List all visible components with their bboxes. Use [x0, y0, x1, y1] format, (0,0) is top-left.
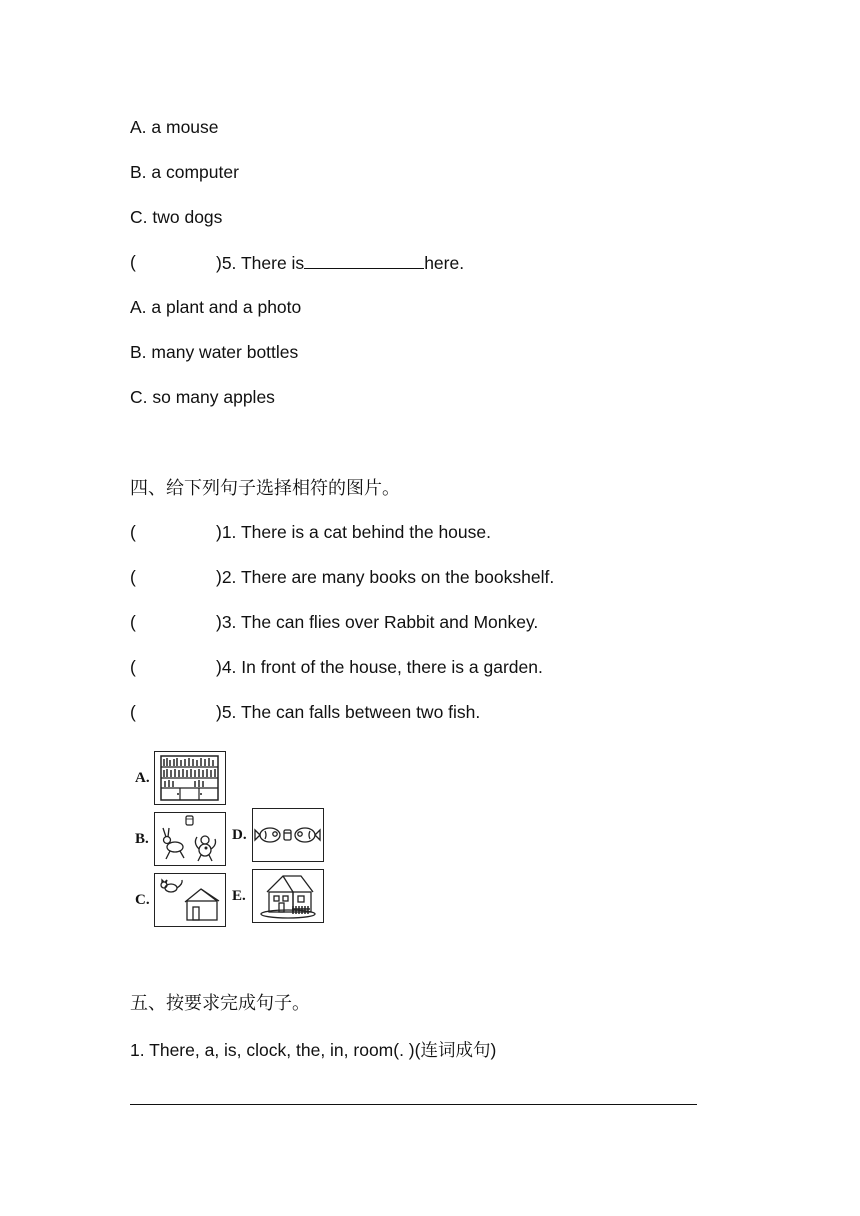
option-c: C. so many apples [130, 387, 275, 407]
answer-paren: ( [130, 567, 136, 587]
question-5-after: here. [424, 253, 465, 273]
picture-e-label: E. [232, 888, 246, 904]
question-5-before: )5. There is [216, 253, 305, 273]
answer-paren: ( [130, 612, 136, 632]
option-a: A. a mouse [130, 117, 219, 137]
section-4-title: 四、给下列句子选择相符的图片。 [130, 478, 400, 499]
picture-b-label: B. [135, 831, 149, 847]
item-text: )1. There is a cat behind the house. [216, 522, 491, 542]
item-text: )2. There are many books on the bookshelf. [216, 567, 555, 587]
answer-paren: ( [130, 702, 136, 722]
answer-paren: ( [130, 252, 136, 272]
cat-behind-house-icon [154, 873, 226, 927]
item-text: )4. In front of the house, there is a garden. [216, 657, 543, 677]
bookshelf-icon [154, 751, 226, 805]
section-5-item-1: 1. There, a, is, clock, the, in, room(. )(连词成句) [130, 1040, 497, 1060]
can-between-fish-icon [252, 808, 324, 862]
picture-c-label: C. [135, 892, 150, 908]
answer-paren: ( [130, 657, 136, 677]
picture-a-label: A. [135, 770, 150, 786]
item-text: )3. The can flies over Rabbit and Monkey. [216, 612, 539, 632]
answer-blank[interactable] [304, 251, 424, 269]
house-with-garden-icon [252, 869, 324, 923]
option-b: B. a computer [130, 162, 239, 182]
answer-line[interactable] [130, 1104, 697, 1105]
section-5-title: 五、按要求完成句子。 [130, 993, 310, 1014]
option-b: B. many water bottles [130, 342, 299, 362]
picture-d-label: D. [232, 827, 247, 843]
option-a: A. a plant and a photo [130, 297, 302, 317]
answer-paren: ( [130, 522, 136, 542]
option-c: C. two dogs [130, 207, 223, 227]
can-over-rabbit-monkey-icon [154, 812, 226, 866]
item-text: )5. The can falls between two fish. [216, 702, 481, 722]
